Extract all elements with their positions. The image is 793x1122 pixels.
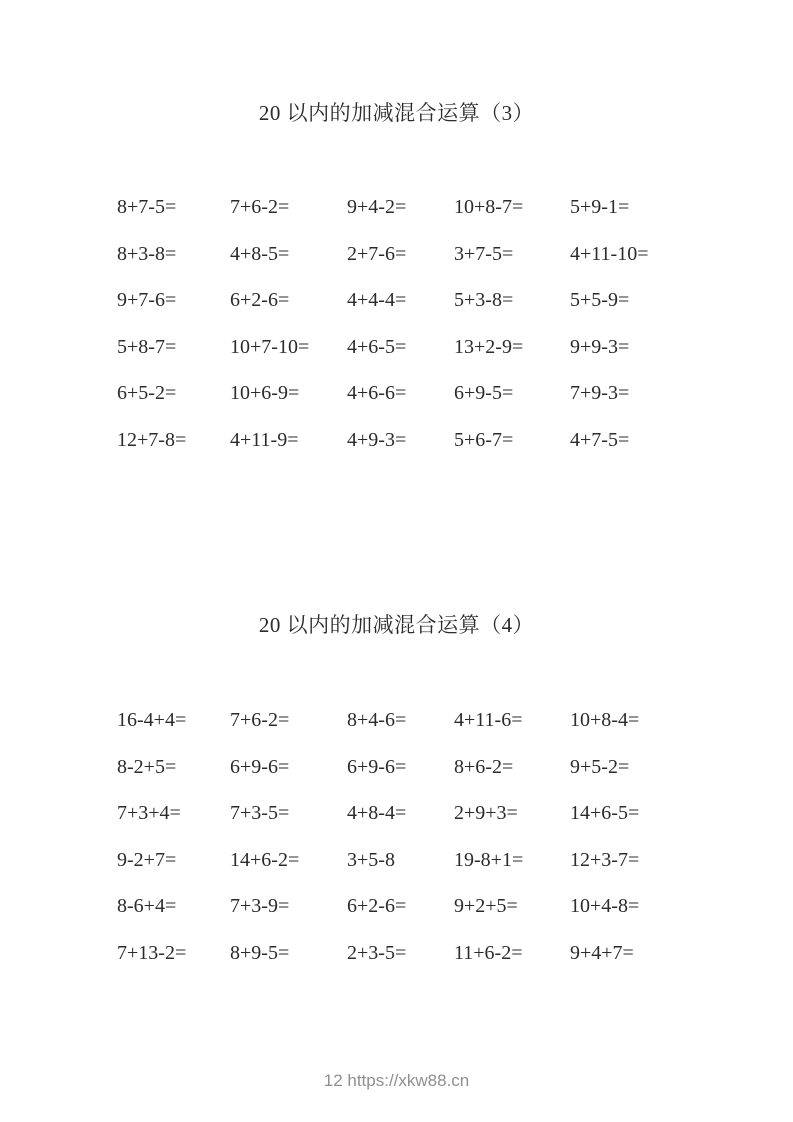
problem-cell: 14+6-2= xyxy=(230,848,300,871)
problem-cell: 7+3-5= xyxy=(230,802,290,825)
problem-cell: 4+8-5= xyxy=(230,242,290,265)
problem-cell: 9+4+7= xyxy=(570,941,634,964)
problem-cell: 8+9-5= xyxy=(230,941,290,964)
worksheet-title-2: 20 以内的加减混合运算（4） xyxy=(258,613,535,637)
problem-cell: 10+6-9= xyxy=(230,382,300,405)
problem-cell: 9+9-3= xyxy=(570,335,630,358)
problem-cell: 5+6-7= xyxy=(454,428,514,451)
problem-cell: 6+9-5= xyxy=(454,382,514,405)
problem-cell: 8+4-6= xyxy=(347,709,407,731)
problem-cell: 11+6-2= xyxy=(454,941,523,964)
problem-cell: 4+6-5= xyxy=(347,335,407,358)
problem-cell: 4+11-10= xyxy=(570,242,649,265)
problem-cell: 8+6-2= xyxy=(454,755,514,778)
problem-cell: 8-2+5= xyxy=(117,755,177,778)
problem-cell: 10+7-10= xyxy=(230,335,310,358)
problem-cell: 3+5-8 xyxy=(347,848,395,871)
problem-cell: 14+6-5= xyxy=(570,802,640,825)
page-footer xyxy=(0,1066,793,1096)
problem-cell: 10+8-7= xyxy=(454,196,524,218)
problem-cell: 8-6+4= xyxy=(117,895,177,918)
problem-cell: 4+9-3= xyxy=(347,428,407,451)
problem-cell: 9-2+7= xyxy=(117,848,177,871)
problem-cell: 6+5-2= xyxy=(117,382,177,405)
problem-cell: 7+6-2= xyxy=(230,709,290,731)
problem-cell: 2+7-6= xyxy=(347,242,407,265)
footer-text: 12 https://xkw88.cn xyxy=(323,1071,470,1090)
problem-cell: 16-4+4= xyxy=(117,709,187,731)
problem-cell: 5+8-7= xyxy=(117,335,177,358)
problem-cell: 6+9-6= xyxy=(230,755,290,778)
problem-cell: 6+2-6= xyxy=(230,289,290,312)
problem-cell: 9+4-2= xyxy=(347,196,407,218)
problem-cell: 7+3-9= xyxy=(230,895,290,918)
problem-cell: 2+9+3= xyxy=(454,802,518,825)
problem-cell: 7+13-2= xyxy=(117,941,187,964)
problem-cell: 6+2-6= xyxy=(347,895,407,918)
problem-grid-1 xyxy=(117,184,690,464)
problem-cell: 9+2+5= xyxy=(454,895,518,918)
problem-cell: 8+7-5= xyxy=(117,196,177,218)
problem-cell: 9+7-6= xyxy=(117,289,177,312)
problem-cell: 5+5-9= xyxy=(570,289,630,312)
problem-grid-2 xyxy=(117,697,690,977)
problem-cell: 8+3-8= xyxy=(117,242,177,265)
problem-cell: 9+5-2= xyxy=(570,755,630,778)
problem-cell: 3+7-5= xyxy=(454,242,514,265)
problem-cell: 7+9-3= xyxy=(570,382,630,405)
problem-cell: 7+6-2= xyxy=(230,196,290,218)
problem-cell: 4+7-5= xyxy=(570,428,630,451)
problem-cell: 5+3-8= xyxy=(454,289,514,312)
problem-cell: 19-8+1= xyxy=(454,848,524,871)
problem-cell: 5+9-1= xyxy=(570,196,630,218)
problem-cell: 4+6-6= xyxy=(347,382,407,405)
problem-cell: 4+11-6= xyxy=(454,709,523,731)
problem-cell: 4+8-4= xyxy=(347,802,407,825)
problem-cell: 10+4-8= xyxy=(570,895,640,918)
problem-cell: 6+9-6= xyxy=(347,755,407,778)
problem-cell: 4+4-4= xyxy=(347,289,407,312)
worksheet-title-1: 20 以内的加减混合运算（3） xyxy=(258,101,535,125)
problem-cell: 13+2-9= xyxy=(454,335,524,358)
problem-cell: 12+7-8= xyxy=(117,428,187,451)
problem-cell: 4+11-9= xyxy=(230,428,299,451)
problem-cell: 7+3+4= xyxy=(117,802,181,825)
problem-cell: 2+3-5= xyxy=(347,941,407,964)
problem-cell: 10+8-4= xyxy=(570,709,640,731)
problem-cell: 12+3-7= xyxy=(570,848,640,871)
